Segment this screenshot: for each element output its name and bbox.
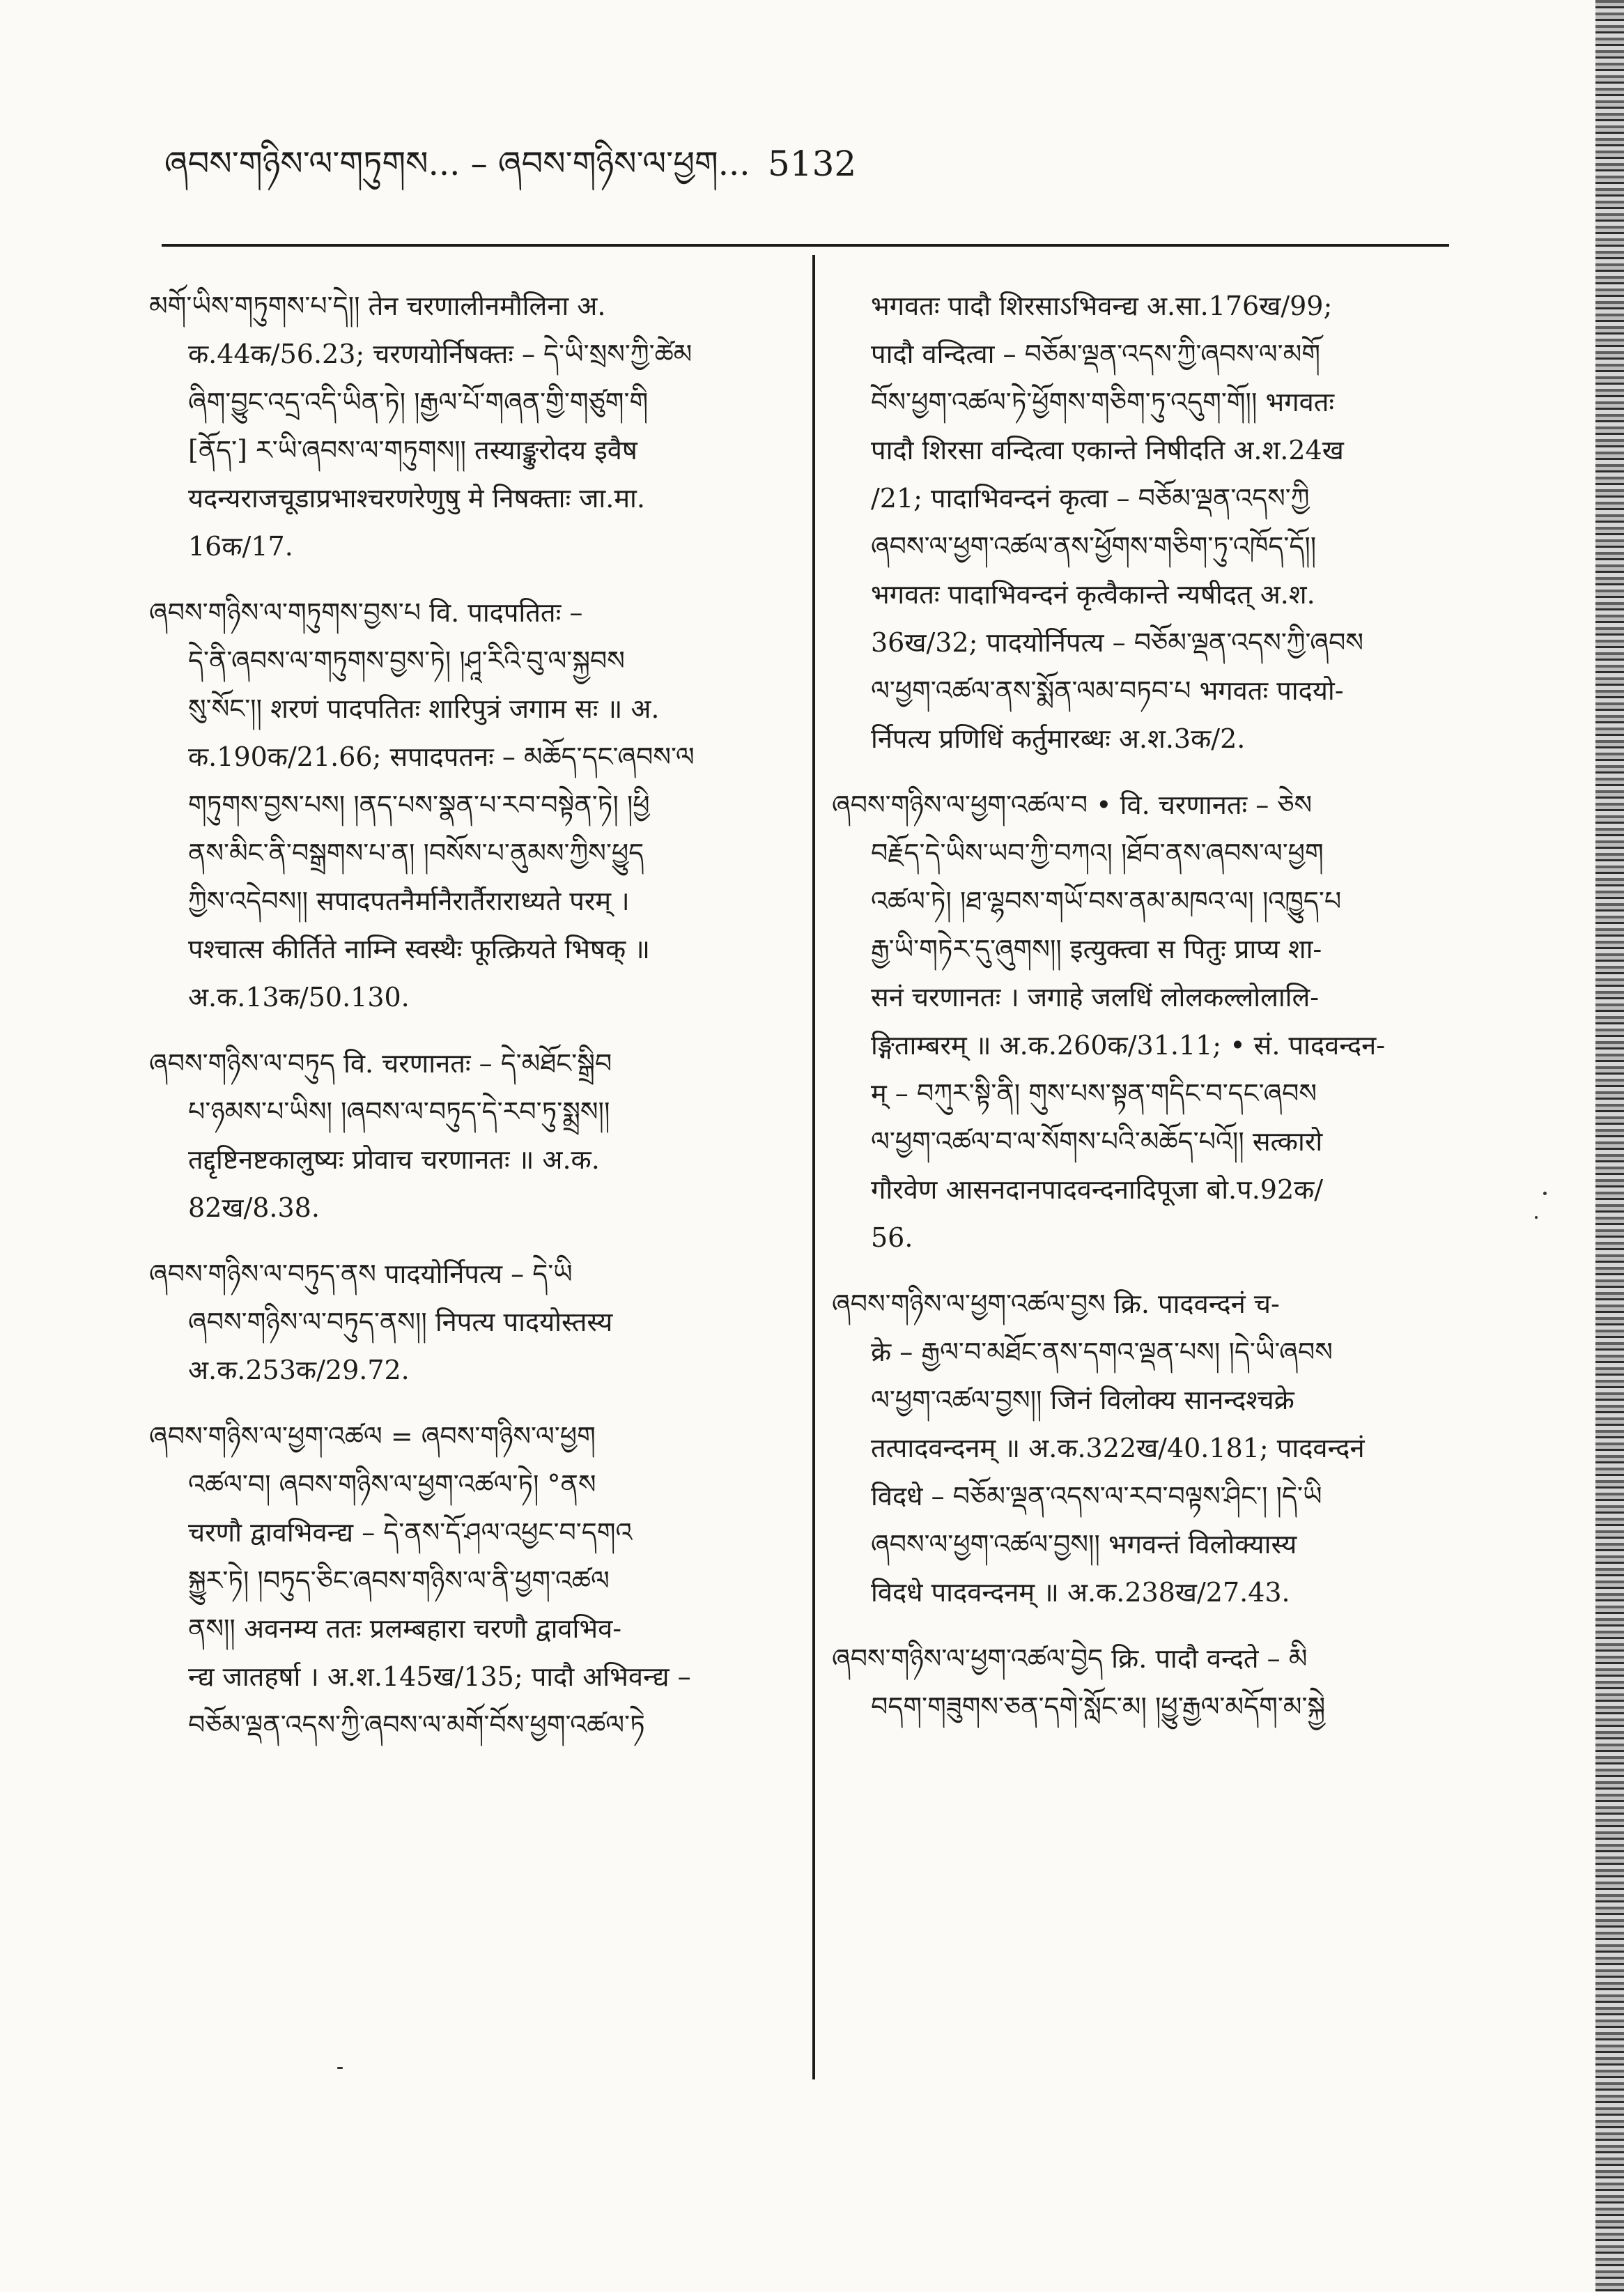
entry-headword-line: ཞབས་གཉིས་ལ་བཏུད་ནས पादयोर्निपत्य – དེ་ཡི [149, 1259, 573, 1289]
entry-line: तद्दृष्टिनष्टकालुष्यः प्रोवाच चरणानतः ॥ अ.क. [188, 1144, 600, 1175]
dictionary-entry [149, 589, 796, 1022]
entry-line: བརྗོད་དེ་ཡིས་ཡབ་ཀྱི་བཀའ། །ཐོབ་ནས་ཞབས་ལ་ཕྱག [871, 838, 1324, 868]
right-column [832, 282, 1455, 1749]
entry-line: पादौ शिरसा वन्दित्वा एकान्ते निषीदति अ.श.24ख [871, 435, 1344, 466]
entry-line: སུ་སོང་།། शरणं पादपतितः शारिपुत्रं जगाम सः ॥ अ. [188, 693, 660, 724]
dictionary-entry [149, 1040, 796, 1232]
ink-speck [1543, 1192, 1547, 1195]
dictionary-entry [149, 282, 796, 571]
dictionary-entry [149, 1250, 796, 1394]
ink-speck [1535, 1216, 1538, 1219]
entry-line: म् – བཀུར་སྟི་ནི། གུས་པས་སྟན་གདིང་བ་དང་ཞབས [871, 1078, 1317, 1109]
ink-speck [337, 2067, 343, 2069]
entry-line: अ.क.13क/50.130. [188, 982, 410, 1013]
entry-line: भगवतः पादौ शिरसाऽभिवन्द्य अ.सा.176ख/99; [871, 291, 1333, 321]
page-number: 5132 [768, 144, 857, 184]
binding-edge [1595, 0, 1624, 2292]
dictionary-entry [832, 282, 1455, 763]
running-head: ཞབས་གཉིས་ལ་གཏུགས... – ཞབས་གཉིས་ལ་ཕྱག... [164, 144, 750, 183]
entry-line: ཞབས་གཉིས་ལ་བཏུད་ནས།། निपत्य पादयोस्तस्य [188, 1307, 613, 1337]
left-column [149, 282, 796, 1767]
entry-line: ནས།། अवनम्य ततः प्रलम्बहारा चरणौ द्वावभिव- [188, 1613, 622, 1644]
entry-line: र्निपत्य प्रणिधिं कर्तुमारब्धः अ.श.3क/2. [871, 723, 1246, 754]
entry-line: [ནོད་] ར་ཡི་ཞབས་ལ་གཏུགས།། तस्याङ्कुरोदय इवैष [188, 435, 637, 466]
entry-line: 82ख/8.38. [188, 1192, 320, 1223]
entry-line: विदधे पादवन्दनम् ॥ अ.क.238ख/27.43. [871, 1577, 1290, 1608]
entry-line: क्रे – རྒྱལ་བ་མཐོང་ནས་དགའ་ལྡན་པས། །དེ་ཡི་ཞབས [871, 1337, 1333, 1367]
entry-headword-line: ཞབས་གཉིས་ལ་གཏུགས་བྱས་པ वि. पादपतितः – [149, 597, 583, 628]
entry-line: विदधे – བཅོམ་ལྡན་འདས་ལ་རབ་བལྟས་ཤིང་། །དེ་ཡི [871, 1481, 1322, 1512]
entry-line: ལ་ཕྱག་འཚལ་བྱས།། जिनं विलोक्य सानन्दश्चक्रे [871, 1385, 1294, 1415]
entry-line: चरणौ द्वावभिवन्द्य – དེ་ནས་དོ་ཤལ་འཕྱང་བ་དགའ [188, 1517, 633, 1548]
entry-line: རྒྱ་ཡི་གཏེར་དུ་ཞུགས།། इत्युक्त्वा स पितुः प्राप्य शा- [871, 934, 1322, 964]
entry-line: तत्पादवन्दनम् ॥ अ.क.322ख/40.181; पादवन्दनं [871, 1433, 1365, 1463]
entry-line: सनं चरणानतः । जगाहे जलधिं लोलकल्लोलालि- [871, 982, 1320, 1013]
entry-line: ལ་ཕྱག་འཚལ་བ་ལ་སོགས་པའི་མཆོད་པའོ།། सत्कारो [871, 1126, 1323, 1157]
entry-headword-line: ཞབས་གཉིས་ལ་བཏུད वि. चरणानतः – དེ་མཐོང་སྒྲིབ [149, 1048, 612, 1079]
entry-line: अ.क.253क/29.72. [188, 1355, 410, 1385]
entry-line: 16क/17. [188, 531, 293, 562]
entry-line: क.190क/21.66; सपादपतनः – མཆོད་དང་ཞབས་ལ [188, 741, 695, 772]
entry-line: पश्चात्स कीर्तिते नाम्नि स्वस्थैः फूत्क्रियते भिषक् ॥ [188, 934, 650, 964]
entry-line: བཅོམ་ལྡན་འདས་ཀྱི་ཞབས་ལ་མགོ་བོས་ཕྱག་འཚལ་ཏེ [188, 1709, 645, 1740]
entry-line: क.44क/56.23; चरणयोर्निषक्तः – དེ་ཡི་སྲས་ཀྱི་ཚེམ [188, 339, 693, 369]
entry-line: སྐྱུར་ཏེ། །བཏུད་ཅིང་ཞབས་གཉིས་ལ་ནི་ཕྱག་འཚལ [188, 1565, 610, 1596]
dictionary-entry [832, 1280, 1455, 1617]
entry-headword-line: ཞབས་གཉིས་ལ་ཕྱག་འཚལ་བྱེད क्रि. पादौ वन्दते – མི [832, 1643, 1308, 1674]
entry-headword-line: ཞབས་གཉིས་ལ་ཕྱག་འཚལ་བ • वि. चरणानतः – ཅེས [832, 790, 1313, 820]
entry-line: यदन्यराजचूडाप्रभाश्चरणरेणुषु मे निषक्ताः जा.मा. [188, 483, 645, 514]
entry-line: भगवतः पादाभिवन्दनं कृत्वैकान्ते न्यषीदत् अ.श. [871, 579, 1315, 610]
entry-line: མགོ་ཡིས་གཏུགས་པ་དེ།། तेन चरणालीनमौलिना अ. [149, 291, 606, 321]
entry-line: ཞབས་ལ་ཕྱག་འཚལ་ནས་ཕྱོགས་གཅིག་ཏུ་འཁོད་དོ།། [871, 531, 1317, 562]
entry-line: ལ་ཕྱག་འཚལ་ནས་སྨོན་ལམ་བཏབ་པ भगवतः पादयो- [871, 675, 1344, 706]
header-rule [162, 244, 1449, 247]
entry-line: པ་ཉམས་པ་ཡིས། །ཞབས་ལ་བཏུད་དེ་རབ་ཏུ་སྨྲས།། [188, 1096, 610, 1127]
entry-line: བོས་ཕྱག་འཚལ་ཏེ་ཕྱོགས་གཅིག་ཏུ་འདུག་གོ།། भगवतः [871, 387, 1335, 417]
entry-line: न्द्य जातहर्षा । अ.श.145ख/135; पादौ अभिवन्द्य – [188, 1661, 691, 1692]
entry-line: ङ्गिताम्बरम् ॥ अ.क.260क/31.11; • सं. पादवन्दन- [871, 1030, 1386, 1061]
entry-line: ནས་མིང་ནི་བསྒྲགས་པ་ན། །བསོས་པ་ནུམས་ཀྱིས་ཕྱུད [188, 838, 644, 868]
entry-line: འཚལ་ཏེ། །ཐ་ལྷབས་གཡོ་བས་ནམ་མཁའ་ལ། །འཁྱུད་པ [871, 886, 1342, 916]
entry-line: དེ་ནི་ཞབས་ལ་གཏུགས་བྱས་ཏེ། །ཤཱ་རིའི་བུ་ལ་སྐྱབས [188, 645, 625, 676]
entry-line: 36ख/32; पादयोर्निपत्य – བཅོམ་ལྡན་འདས་ཀྱི་ཞབས [871, 627, 1364, 658]
entry-line: འཚལ་བ། ཞབས་གཉིས་ལ་ཕྱག་འཚལ་ཏེ། °ནས [188, 1469, 596, 1500]
entry-line: 56. [871, 1222, 913, 1253]
entry-line: ཞིག་བྱུང་འདྲ་འདི་ཡིན་ཏེ། །རྒྱལ་པོ་གཞན་གྱི་གཙུག་གི [188, 387, 649, 417]
column-divider [812, 255, 815, 2079]
entry-line: /21; पादाभिवन्दनं कृत्वा – བཅོམ་ལྡན་འདས་ཀྱི [871, 483, 1310, 514]
entry-line: གཏུགས་བྱས་པས། །ནད་པས་སྣན་པ་རབ་བསྟེན་ཏེ། །ཕྱི [188, 790, 650, 820]
entry-headword-line: ཞབས་གཉིས་ལ་ཕྱག་འཚལ་བྱས क्रि. पादवन्दनं च- [832, 1289, 1280, 1319]
entry-line: ཞབས་ལ་ཕྱག་འཚལ་བྱས།། भगवन्तं विलोक्यास्य [871, 1529, 1297, 1560]
entry-headword-line: ཞབས་གཉིས་ལ་ཕྱག་འཚལ = ཞབས་གཉིས་ལ་ཕྱག [149, 1421, 596, 1452]
dictionary-entry [149, 1413, 796, 1749]
entry-line: गौरवेण आसनदानपादवन्दनादिपूजा बो.प.92क/ [871, 1174, 1324, 1205]
entry-line: བདག་གཟུགས་ཅན་དགེ་སློང་མ། །ཕྱུ་རྒྱལ་མདོག་མ་སྐྱེ [871, 1691, 1326, 1722]
entry-line: पादौ वन्दित्वा – བཅོམ་ལྡན་འདས་ཀྱི་ཞབས་ལ་མགོ [871, 339, 1320, 369]
dictionary-entry [832, 1635, 1455, 1731]
dictionary-entry [832, 781, 1455, 1262]
entry-line: ཀྱིས་འདེབས།། सपादपतनैर्मानैरार्तैराराध्यते परम् । [188, 886, 630, 916]
